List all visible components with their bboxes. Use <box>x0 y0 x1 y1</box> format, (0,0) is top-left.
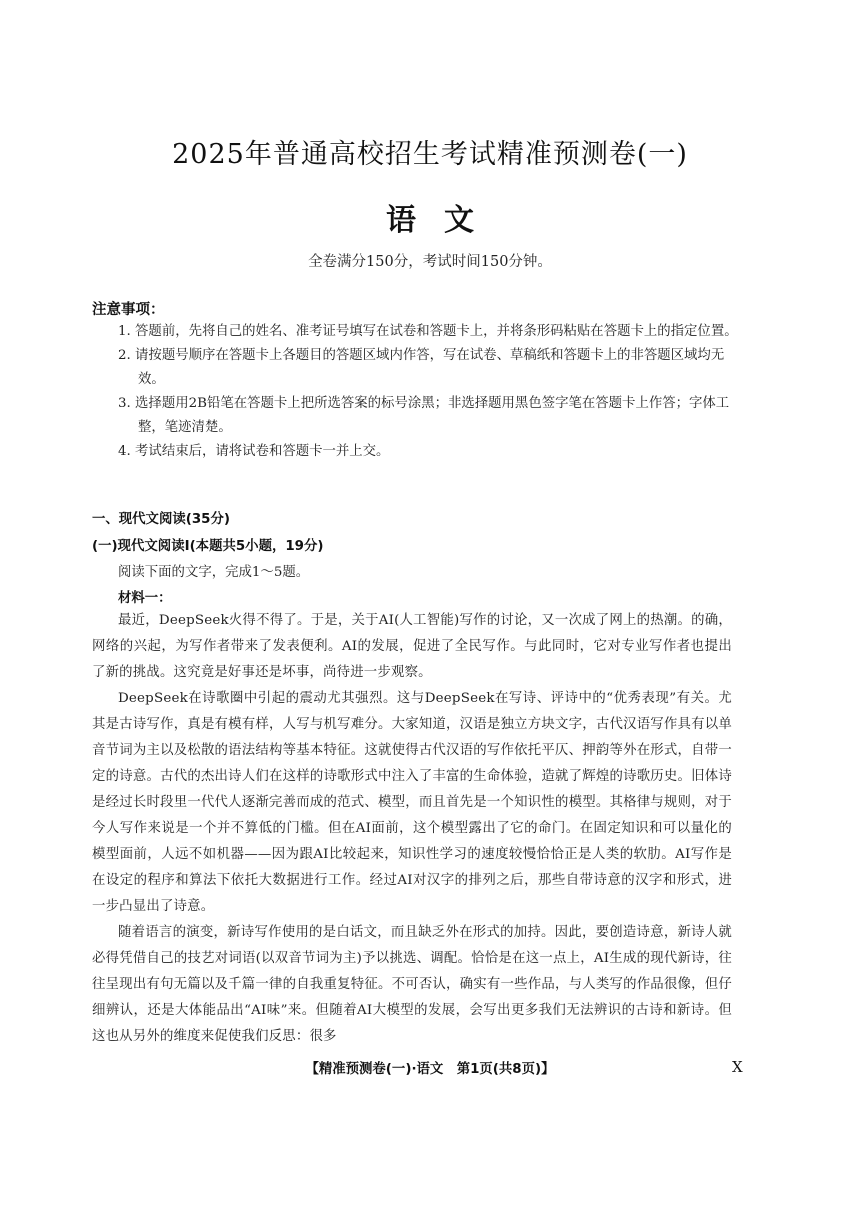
notice-item: 2. 请按题号顺序在答题卡上各题目的答题区域内作答，写在试卷、草稿纸和答题卡上的非答题区域均无效。 <box>118 348 725 387</box>
material-paragraph: DeepSeek在诗歌圈中引起的震动尤其强烈。这与DeepSeek在写诗、评诗中的“优秀表现”有关。尤其是古诗写作，真是有模有样，人写与机写难分。大家知道，汉语是独立方块文字，古代汉语写作具有以单音节词为主以及松散的语法结构等基本特征。这就使得古代汉语的写作依托平仄、押韵等外在形式，自带一定的诗意。古代的杰出诗人们在这样的诗歌形式中注入了丰富的生命体验，造就了辉煌的诗歌历史。旧体诗是经过长时段里一代代人逐渐完善而成的范式、模型，而且首先是一个知识性的模型。其格律与规则，对于今人写作来说是一个并不算低的门槛。但在AI面前，这个模型露出了它的命门。在固定知识和可以量化的模型面前，人远不如机器——因为跟AI比较起来，知识性学习的速度较慢恰恰正是人类的软肋。AI写作是在设定的程序和算法下依托大数据进行工作。经过AI对汉字的排列之后，那些自带诗意的汉字和形式，进一步凸显出了诗意。 <box>92 691 732 914</box>
material-label: 材料一： <box>118 591 172 606</box>
material-text <box>92 608 732 1050</box>
notice-item: 4. 考试结束后，请将试卷和答题卡一并上交。 <box>118 444 390 459</box>
reading-instruction: 阅读下面的文字，完成1～5题。 <box>118 565 310 580</box>
subject-title: 语文 <box>386 203 502 238</box>
section-heading: 一、现代文阅读(35分) <box>92 512 230 527</box>
material-paragraph: 最近，DeepSeek火得不得了。于是，关于AI(人工智能)写作的讨论，又一次成了网上的热潮。的确，网络的兴起，为写作者带来了发表便利。AI的发展，促进了全民写作。与此同时，它对专业写作者也提出了新的挑战。这究竟是好事还是坏事，尚待进一步观察。 <box>92 613 732 680</box>
page-footer: 【精准预测卷(一)·语文 第1页(共8页)】 <box>305 1062 555 1077</box>
notice-item: 1. 答题前，先将自己的姓名、准考证号填写在试卷和答题卡上，并将条形码粘贴在答题卡上的指定位置。 <box>118 324 738 339</box>
notice-list <box>118 320 738 464</box>
footer-mark: X <box>732 1058 743 1076</box>
notice-heading: 注意事项： <box>92 302 165 318</box>
material-paragraph: 随着语言的演变，新诗写作使用的是白话文，而且缺乏外在形式的加持。因此，要创造诗意，新诗人就必得凭借自己的技艺对词语(以双音节词为主)予以挑选、调配。恰恰是在这一点上，AI生成的现代新诗，往往呈现出有句无篇以及千篇一律的自我重复特征。不可否认，确实有一些作品，与人类写的作品很像，但仔细辨认，还是大体能品出“AI味”来。但随着AI大模型的发展，会写出更多我们无法辨识的古诗和新诗。但这也从另外的维度来促使我们反思：很多 <box>92 925 732 1044</box>
exam-subtitle: 全卷满分150分，考试时间150分钟。 <box>308 254 552 270</box>
section-subheading: (一)现代文阅读Ⅰ(本题共5小题，19分) <box>92 539 324 554</box>
notice-item: 3. 选择题用2B铅笔在答题卡上把所选答案的标号涂黑；非选择题用黑色签字笔在答题卡上作答；字体工整，笔迹清楚。 <box>118 396 730 435</box>
exam-title: 2025年普通高校招生考试精准预测卷(一) <box>172 139 688 170</box>
